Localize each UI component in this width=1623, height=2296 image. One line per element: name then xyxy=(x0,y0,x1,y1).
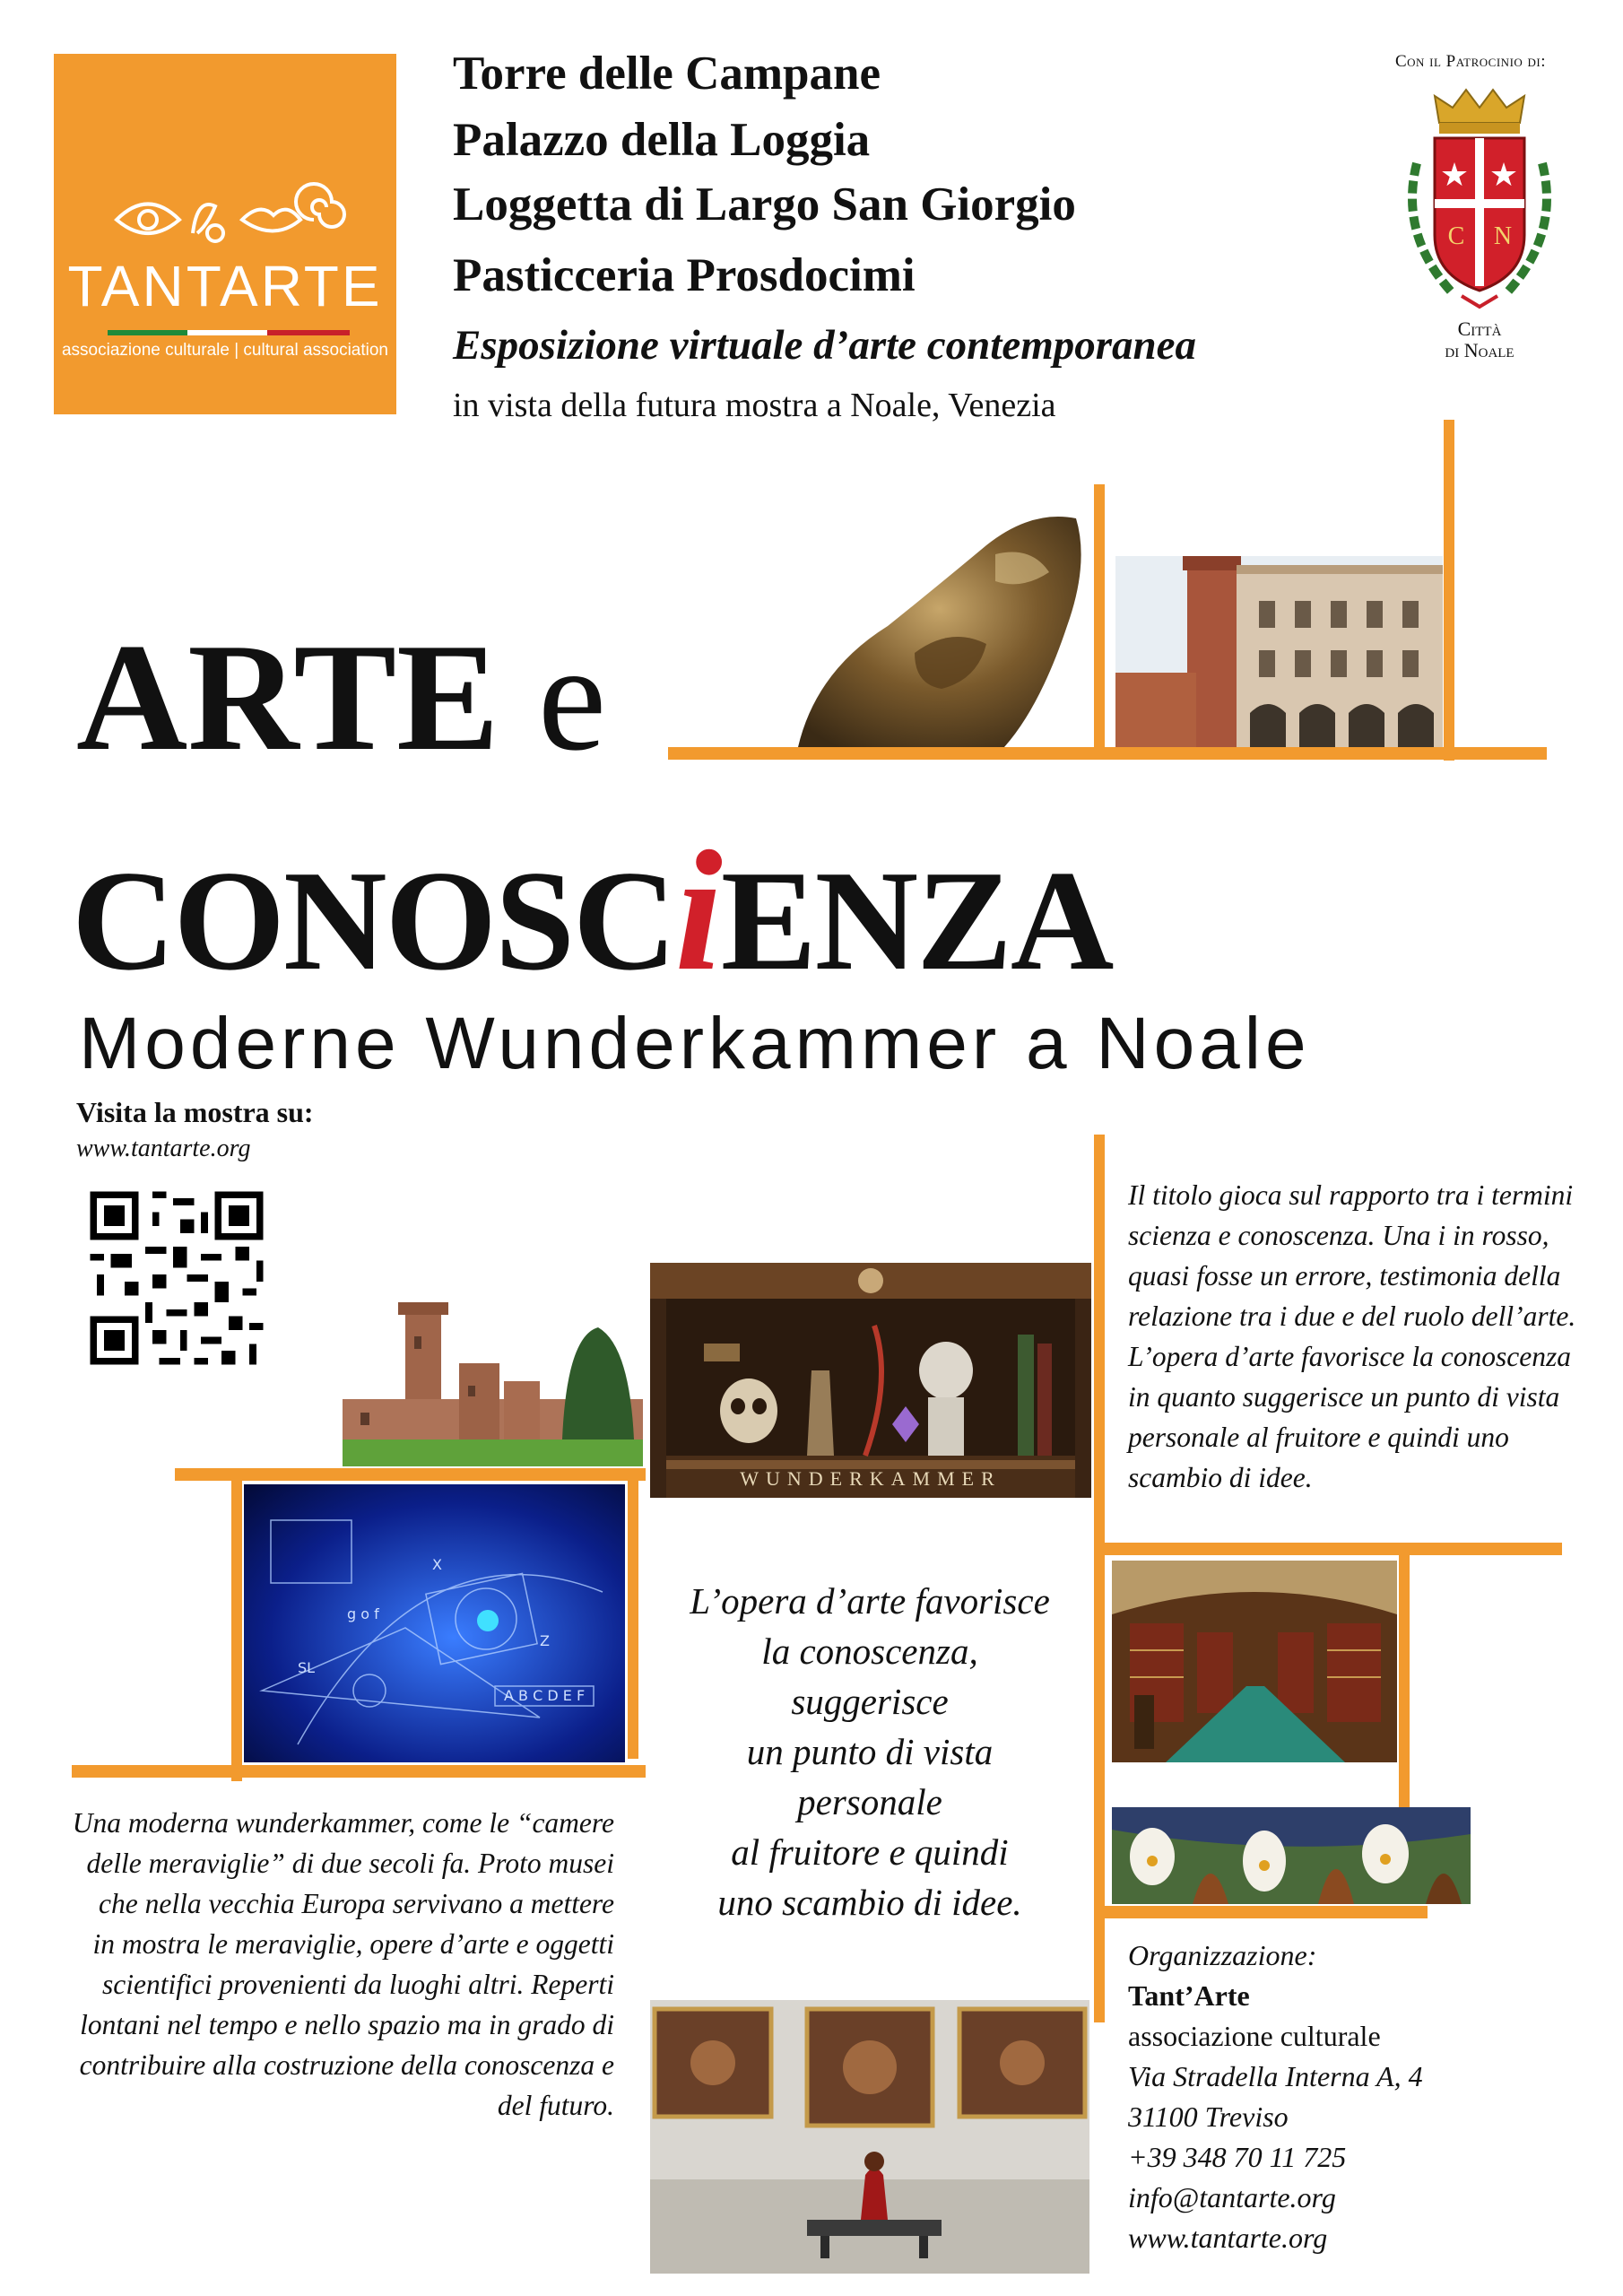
shield-letter-c: C xyxy=(1447,222,1465,250)
logo-subtitle: associazione culturale | cultural association xyxy=(61,341,388,360)
svg-text:★: ★ xyxy=(1488,157,1519,194)
svg-text:A B C D E F: A B C D E F xyxy=(504,1687,586,1704)
main-title-line-1 xyxy=(76,610,606,787)
venue-2: Palazzo della Loggia xyxy=(453,114,871,166)
quote-line: un punto di vista xyxy=(746,1731,994,1772)
organization-email[interactable]: info@tantarte.org xyxy=(1128,2181,1336,2213)
venue-3: Loggetta di Largo San Giorgio xyxy=(453,178,1076,230)
quote-line: L’opera d’arte favorisce xyxy=(690,1580,1050,1622)
wunderkammer-description: Una moderna wunderkammer, come le “camere delle meraviglie” di due secoli fa. Proto musei che nella vecchia Europa servivano a mettere in mostra le meraviglie, opere d’arte e oggetti scientifici provenienti da luoghi altri. Reperti lontani nel tempo e nello spazio ma in grado di contribuire alla costruzione della conoscenza e del futuro. xyxy=(72,1807,614,2121)
title-arte: ARTE xyxy=(76,613,499,783)
city-line-2: di Noale xyxy=(1445,339,1515,361)
wunderkammer-cabinet-image xyxy=(650,1263,1091,1498)
organization-city: 31100 Treviso xyxy=(1128,2100,1289,2133)
orange-bar xyxy=(628,1481,638,1759)
venue-1: Torre delle Campane xyxy=(453,48,881,100)
organization-type: associazione culturale xyxy=(1128,2020,1381,2052)
organization-block xyxy=(1128,1935,1423,2258)
wunderkammer-label: WUNDERKAMMER xyxy=(740,1467,1002,1490)
bronze-sculpture-image xyxy=(780,491,1089,747)
svg-text:g o f: g o f xyxy=(347,1605,379,1622)
patronage-label: Con il Patrocinio di: xyxy=(1394,52,1547,71)
flowers-painting-image xyxy=(1112,1807,1471,1904)
orange-bar xyxy=(231,1481,242,1781)
orange-bar xyxy=(175,1468,646,1481)
quote-line: la conoscenza, xyxy=(761,1631,978,1672)
main-title-line-2 xyxy=(72,812,1112,1010)
orange-bar xyxy=(668,747,1547,760)
shield-letter-n: N xyxy=(1493,222,1513,250)
city-line-1: Città xyxy=(1457,317,1502,340)
orange-bar xyxy=(1399,1555,1410,1811)
title-red-i: i xyxy=(674,815,721,1006)
description-text: Il titolo gioca sul rapporto tra i termini scienza e conoscenza. Una i in rosso, quasi fosse un errore, testimonia della relazione tra i due e del ruolo dell’arte. L’opera d’arte favorisce la conoscenza in quanto suggerisce un punto di vista personale al fruitore e quindi uno scambio di idee. xyxy=(1128,1179,1576,1493)
orange-bar xyxy=(1444,420,1454,761)
organization-website[interactable]: www.tantarte.org xyxy=(1128,2222,1328,2254)
science-abstract-image xyxy=(244,1484,625,1762)
svg-text:X: X xyxy=(432,1556,442,1573)
organization-name: Tant’Arte xyxy=(1128,1979,1250,2012)
organization-label: Organizzazione: xyxy=(1128,1939,1317,1971)
quote-line: personale xyxy=(797,1781,942,1822)
svg-text:SL: SL xyxy=(298,1659,316,1676)
title-e: e xyxy=(537,613,607,783)
qr-code[interactable] xyxy=(76,1178,277,1378)
logo-brand: TANTARTE xyxy=(67,254,383,318)
italian-flag-stripe xyxy=(108,330,350,335)
orange-bar xyxy=(1094,484,1105,758)
venue-4: Pasticceria Prosdocimi xyxy=(453,249,916,301)
orange-bar xyxy=(1105,1906,1428,1918)
organization-address: Via Stradella Interna A, 4 xyxy=(1128,2060,1423,2092)
svg-text:★: ★ xyxy=(1439,157,1470,194)
title-part-1: CONOSC xyxy=(72,840,675,1000)
visit-url[interactable]: www.tantarte.org xyxy=(76,1135,251,1162)
exhibition-location: in vista della futura mostra a Noale, Venezia xyxy=(453,387,1056,424)
main-subtitle: Moderne Wunderkammer a Noale xyxy=(79,1003,1311,1084)
orange-bar xyxy=(72,1765,646,1778)
noale-coat-of-arms-icon xyxy=(1390,83,1569,320)
visit-label: Visita la mostra su: xyxy=(76,1096,314,1128)
orange-bar xyxy=(1094,1135,1105,2022)
svg-text:Z: Z xyxy=(540,1632,550,1649)
quote-line: al fruitore e quindi xyxy=(731,1831,1009,1873)
organization-phone[interactable]: +39 348 70 11 725 xyxy=(1128,2141,1347,2173)
quote-line: suggerisce xyxy=(791,1681,949,1722)
tantarte-logo xyxy=(54,54,396,414)
title-part-2: ENZA xyxy=(720,840,1113,1000)
exhibition-subtitle: Esposizione virtuale d’arte contemporanea xyxy=(453,322,1197,369)
castle-ruins-image xyxy=(343,1300,643,1466)
quote-line: uno scambio di idee. xyxy=(717,1882,1022,1923)
noale-loggia-palace-image xyxy=(1115,556,1443,747)
central-quote xyxy=(655,1576,1085,1927)
city-name xyxy=(1408,318,1551,361)
museum-gallery-image xyxy=(650,2000,1089,2274)
orange-bar xyxy=(1105,1543,1562,1555)
library-hall-image xyxy=(1112,1561,1397,1762)
